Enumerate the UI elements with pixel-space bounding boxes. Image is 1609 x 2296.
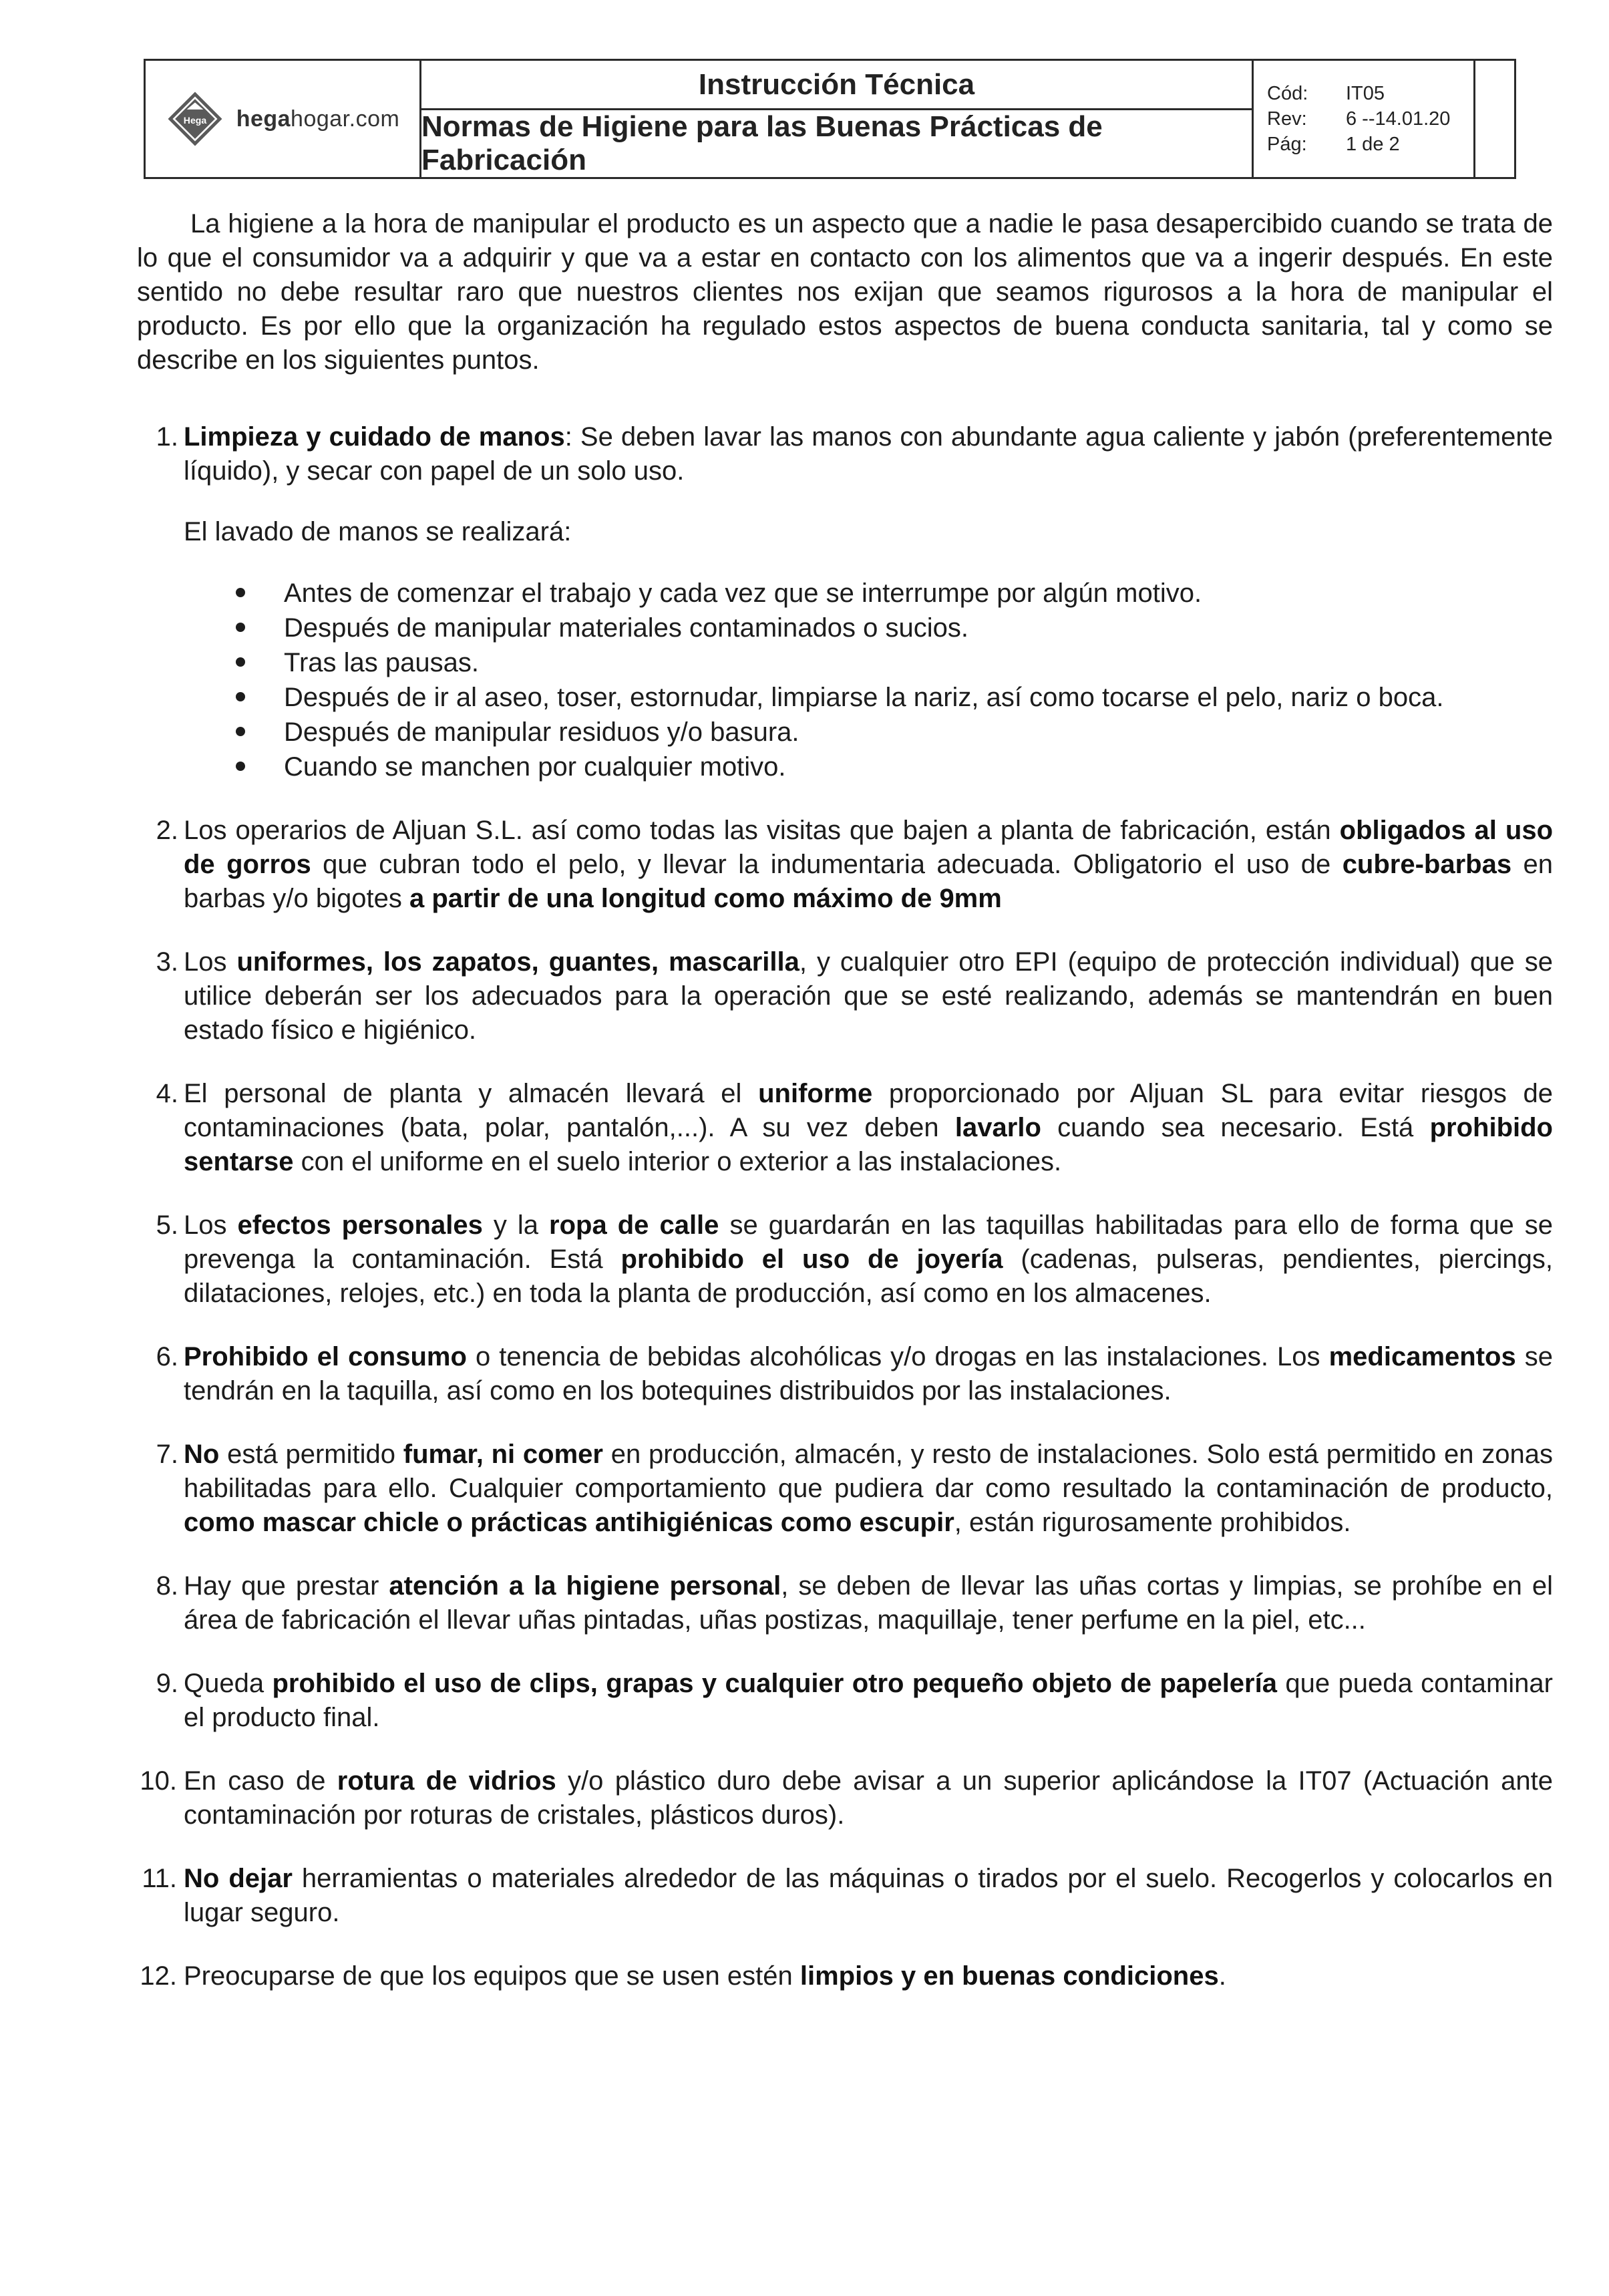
hega-logo-icon (166, 90, 224, 148)
logo-brand: hega (236, 106, 291, 132)
bullet-item: Tras las pausas. (230, 645, 1553, 680)
rule-text (184, 420, 1553, 488)
bullet-item: Después de manipular materiales contaminados o sucios. (230, 611, 1553, 645)
rule-text-segment: Queda (184, 1669, 273, 1698)
rule-text-segment: Los (184, 1210, 238, 1240)
rule-text-segment: Los (184, 947, 237, 977)
rules-list (137, 420, 1553, 1993)
emphasis-text: cubre-barbas (1342, 850, 1512, 879)
title-cell (421, 61, 1254, 177)
code-row (1267, 82, 1473, 105)
emphasis-text: fumar, ni comer (403, 1440, 603, 1469)
rule-text-segment: en barbas y/o bigotes (184, 850, 1553, 913)
rule-number: 6. (156, 1342, 178, 1371)
rule-number: 10. (140, 1766, 177, 1796)
rule-item (137, 1438, 1553, 1540)
rule-text-segment: proporcionado por Aljuan SL para evitar riesgos de contaminaciones (bata, polar, pantalón,...). A su vez deben (184, 1079, 1553, 1142)
rule-number: 9. (156, 1669, 178, 1698)
rule-text-segment: , y cualquier otro EPI (equipo de protección individual) que se utilice deberán ser los adecuados para la operación que se esté realizando, además se mantendrán en buen estado físico e higiénico. (184, 947, 1554, 1045)
rule-item (137, 1340, 1553, 1408)
emphasis-text: efectos personales (237, 1210, 483, 1240)
rule-number: 11. (142, 1864, 177, 1893)
page-label: Pág: (1267, 134, 1307, 155)
rule-text-segment: con el uniforme en el suelo interior o exterior a las instalaciones. (293, 1147, 1062, 1176)
rule-text-segment: y la (482, 1210, 550, 1240)
rule-number: 3. (156, 947, 178, 977)
rule-text (184, 945, 1553, 1047)
rule-text (184, 814, 1553, 916)
rule-text-segment: . (1218, 1961, 1226, 1991)
emphasis-text: atención a la higiene personal (389, 1571, 781, 1601)
emphasis-text: rotura de vidrios (337, 1766, 556, 1796)
rule-text-segment: , se deben de llevar las uñas cortas y limpias, se prohíbe en el área de fabricación el llevar uñas pintadas, uñas postizas, maquillaje, tener perfume en la piel, etc... (184, 1571, 1554, 1635)
emphasis-text: obligados al uso de gorros (184, 816, 1554, 879)
emphasis-text: lavarlo (954, 1113, 1041, 1142)
rule-text-segment: : Se deben lavar las manos con abundante agua caliente y jabón (preferentemente líquido), y secar con papel de un solo uso. (184, 422, 1554, 486)
rule-text-segment: (cadenas, pulseras, pendientes, piercings, dilataciones, relojes, etc.) en toda la planta de producción, así como en los almacenes. (184, 1245, 1554, 1308)
page-value: 1 de 2 (1346, 134, 1400, 155)
document-type: Instrucción Técnica (421, 61, 1252, 110)
rule-text-segment: cuando sea necesario. Está (1041, 1113, 1430, 1142)
rule-item (137, 1569, 1553, 1637)
rule-item (137, 945, 1553, 1047)
document-header (144, 59, 1516, 179)
emphasis-text: prohibido el uso de clips, grapas y cualquier otro pequeño objeto de papelería (272, 1669, 1277, 1698)
bullet-item: Después de ir al aseo, toser, estornudar, limpiarse la nariz, así como tocarse el pelo, nariz o boca. (230, 680, 1553, 715)
revision-row (1267, 108, 1473, 130)
intro-paragraph: La higiene a la hora de manipular el producto es un aspecto que a nadie le pasa desapercibido cuando se trata de lo que el consumidor va a adquirir y que va a estar en contacto con los alimentos que va a ingerir después. En este sentido no debe resultar raro que nuestros clientes nos exijan que seamos rigurosos a la hora de manipular el producto. Es por ello que la organización ha regulado estos aspectos de buena conducta sanitaria, tal y como se describe en los siguientes puntos. (137, 209, 1553, 375)
code-value: IT05 (1346, 83, 1385, 104)
logo-badge-text: Hega (183, 115, 206, 126)
revision-label: Rev: (1267, 108, 1307, 130)
rule-text-segment: en producción, almacén, y resto de instalaciones. Solo está permitido en zonas habilitadas para ello. Cualquier comportamiento que pudiera dar como resultado la contaminación de producto, (184, 1440, 1553, 1503)
rule-item (137, 1077, 1553, 1179)
emphasis-text: Prohibido el consumo (184, 1342, 467, 1371)
document-body (137, 207, 1553, 2023)
document-title: Normas de Higiene para las Buenas Prácticas de Fabricación (421, 110, 1103, 176)
rule-text-segment: El personal de planta y almacén llevará el (184, 1079, 759, 1108)
rule-number: 7. (156, 1440, 178, 1469)
handwash-occasions-list (230, 576, 1553, 784)
rule-text (184, 1569, 1553, 1637)
rule-text-segment: se guardarán en las taquillas habilitadas para ello de forma que se prevenga la contaminación. Está (184, 1210, 1553, 1274)
bullet-item: Antes de comenzar el trabajo y cada vez que se interrumpe por algún motivo. (230, 576, 1553, 611)
rule-number: 1. (156, 422, 178, 452)
emphasis-text: prohibido el uso de joyería (620, 1245, 1003, 1274)
rule-number: 4. (156, 1079, 178, 1108)
rule-text (184, 1077, 1553, 1179)
rule-item (137, 1959, 1553, 1993)
emphasis-text: uniformes, los zapatos, guantes, mascarilla (236, 947, 799, 977)
rule-text-segment: que cubran todo el pelo, y llevar la indumentaria adecuada. Obligatorio el uso de (311, 850, 1343, 879)
logo (146, 61, 421, 177)
rule-text-segment: herramientas o materiales alrededor de las máquinas o tirados por el suelo. Recogerlos y colocarlos en lugar seguro. (184, 1864, 1553, 1927)
rule-item (137, 1764, 1553, 1832)
code-info (1254, 61, 1473, 177)
rule-text-segment: y/o plástico duro debe avisar a un superior aplicándose la IT07 (Actuación ante contaminación por roturas de cristales, plásticos duros). (184, 1766, 1554, 1830)
rule-text-segment: Los operarios de Aljuan S.L. así como todas las visitas que bajen a planta de fabricación, están (184, 816, 1340, 845)
rule-item (137, 1862, 1553, 1930)
logo-domain: hogar.com (291, 106, 400, 132)
page-row (1267, 133, 1473, 156)
rule-number: 12. (140, 1961, 177, 1991)
rule-text (184, 1340, 1553, 1408)
emphasis-text: ropa de calle (549, 1210, 719, 1240)
rule-number: 8. (156, 1571, 178, 1601)
emphasis-text: Limpieza y cuidado de manos (184, 422, 565, 452)
rule-text-segment: que pueda contaminar el producto final. (184, 1669, 1553, 1732)
bullet-item: Cuando se manchen por cualquier motivo. (230, 750, 1553, 784)
rule-text-segment: , están rigurosamente prohibidos. (954, 1508, 1351, 1537)
rule-item (137, 814, 1553, 916)
rule-number: 2. (156, 816, 178, 845)
empty-cell (1473, 61, 1514, 177)
bullet-item: Después de manipular residuos y/o basura. (230, 715, 1553, 750)
emphasis-text: limpios y en buenas condiciones (799, 1961, 1219, 1991)
emphasis-text: No dejar (184, 1864, 293, 1893)
rule-text-segment: se tendrán en la taquilla, así como en los botequines distribuidos por las instalaciones. (184, 1342, 1553, 1406)
emphasis-text: como mascar chicle o prácticas antihigiénicas como escupir (184, 1508, 954, 1537)
emphasis-text: uniforme (758, 1079, 873, 1108)
emphasis-text: medicamentos (1328, 1342, 1516, 1371)
rule-text-segment: está permitido (219, 1440, 403, 1469)
rule-text-segment: Hay que prestar (184, 1571, 389, 1601)
code-cell (1254, 61, 1514, 177)
emphasis-text: prohibido sentarse (184, 1113, 1553, 1176)
rule-text (184, 1959, 1553, 1993)
emphasis-text: No (184, 1440, 220, 1469)
rule-text (184, 1667, 1553, 1735)
handwash-intro: El lavado de manos se realizará: (184, 517, 572, 546)
rule-number: 5. (156, 1210, 178, 1240)
rule-text-segment: o tenencia de bebidas alcohólicas y/o drogas en las instalaciones. Los (466, 1342, 1329, 1371)
rule-item (137, 1667, 1553, 1735)
rule-text (184, 1208, 1553, 1311)
rule-text (184, 1438, 1553, 1540)
revision-value: 6 --14.01.20 (1346, 108, 1451, 130)
rule-text-segment: Preocuparse de que los equipos que se usen estén (184, 1961, 800, 1991)
emphasis-text: a partir de una longitud como máximo de 9mm (409, 884, 1002, 913)
logo-text (236, 106, 400, 132)
rule-text (184, 1764, 1553, 1832)
rule-text (184, 1862, 1553, 1930)
rule-item (137, 1208, 1553, 1311)
rule-text-segment: En caso de (184, 1766, 337, 1796)
rule-item (137, 420, 1553, 784)
code-label: Cód: (1267, 83, 1308, 104)
